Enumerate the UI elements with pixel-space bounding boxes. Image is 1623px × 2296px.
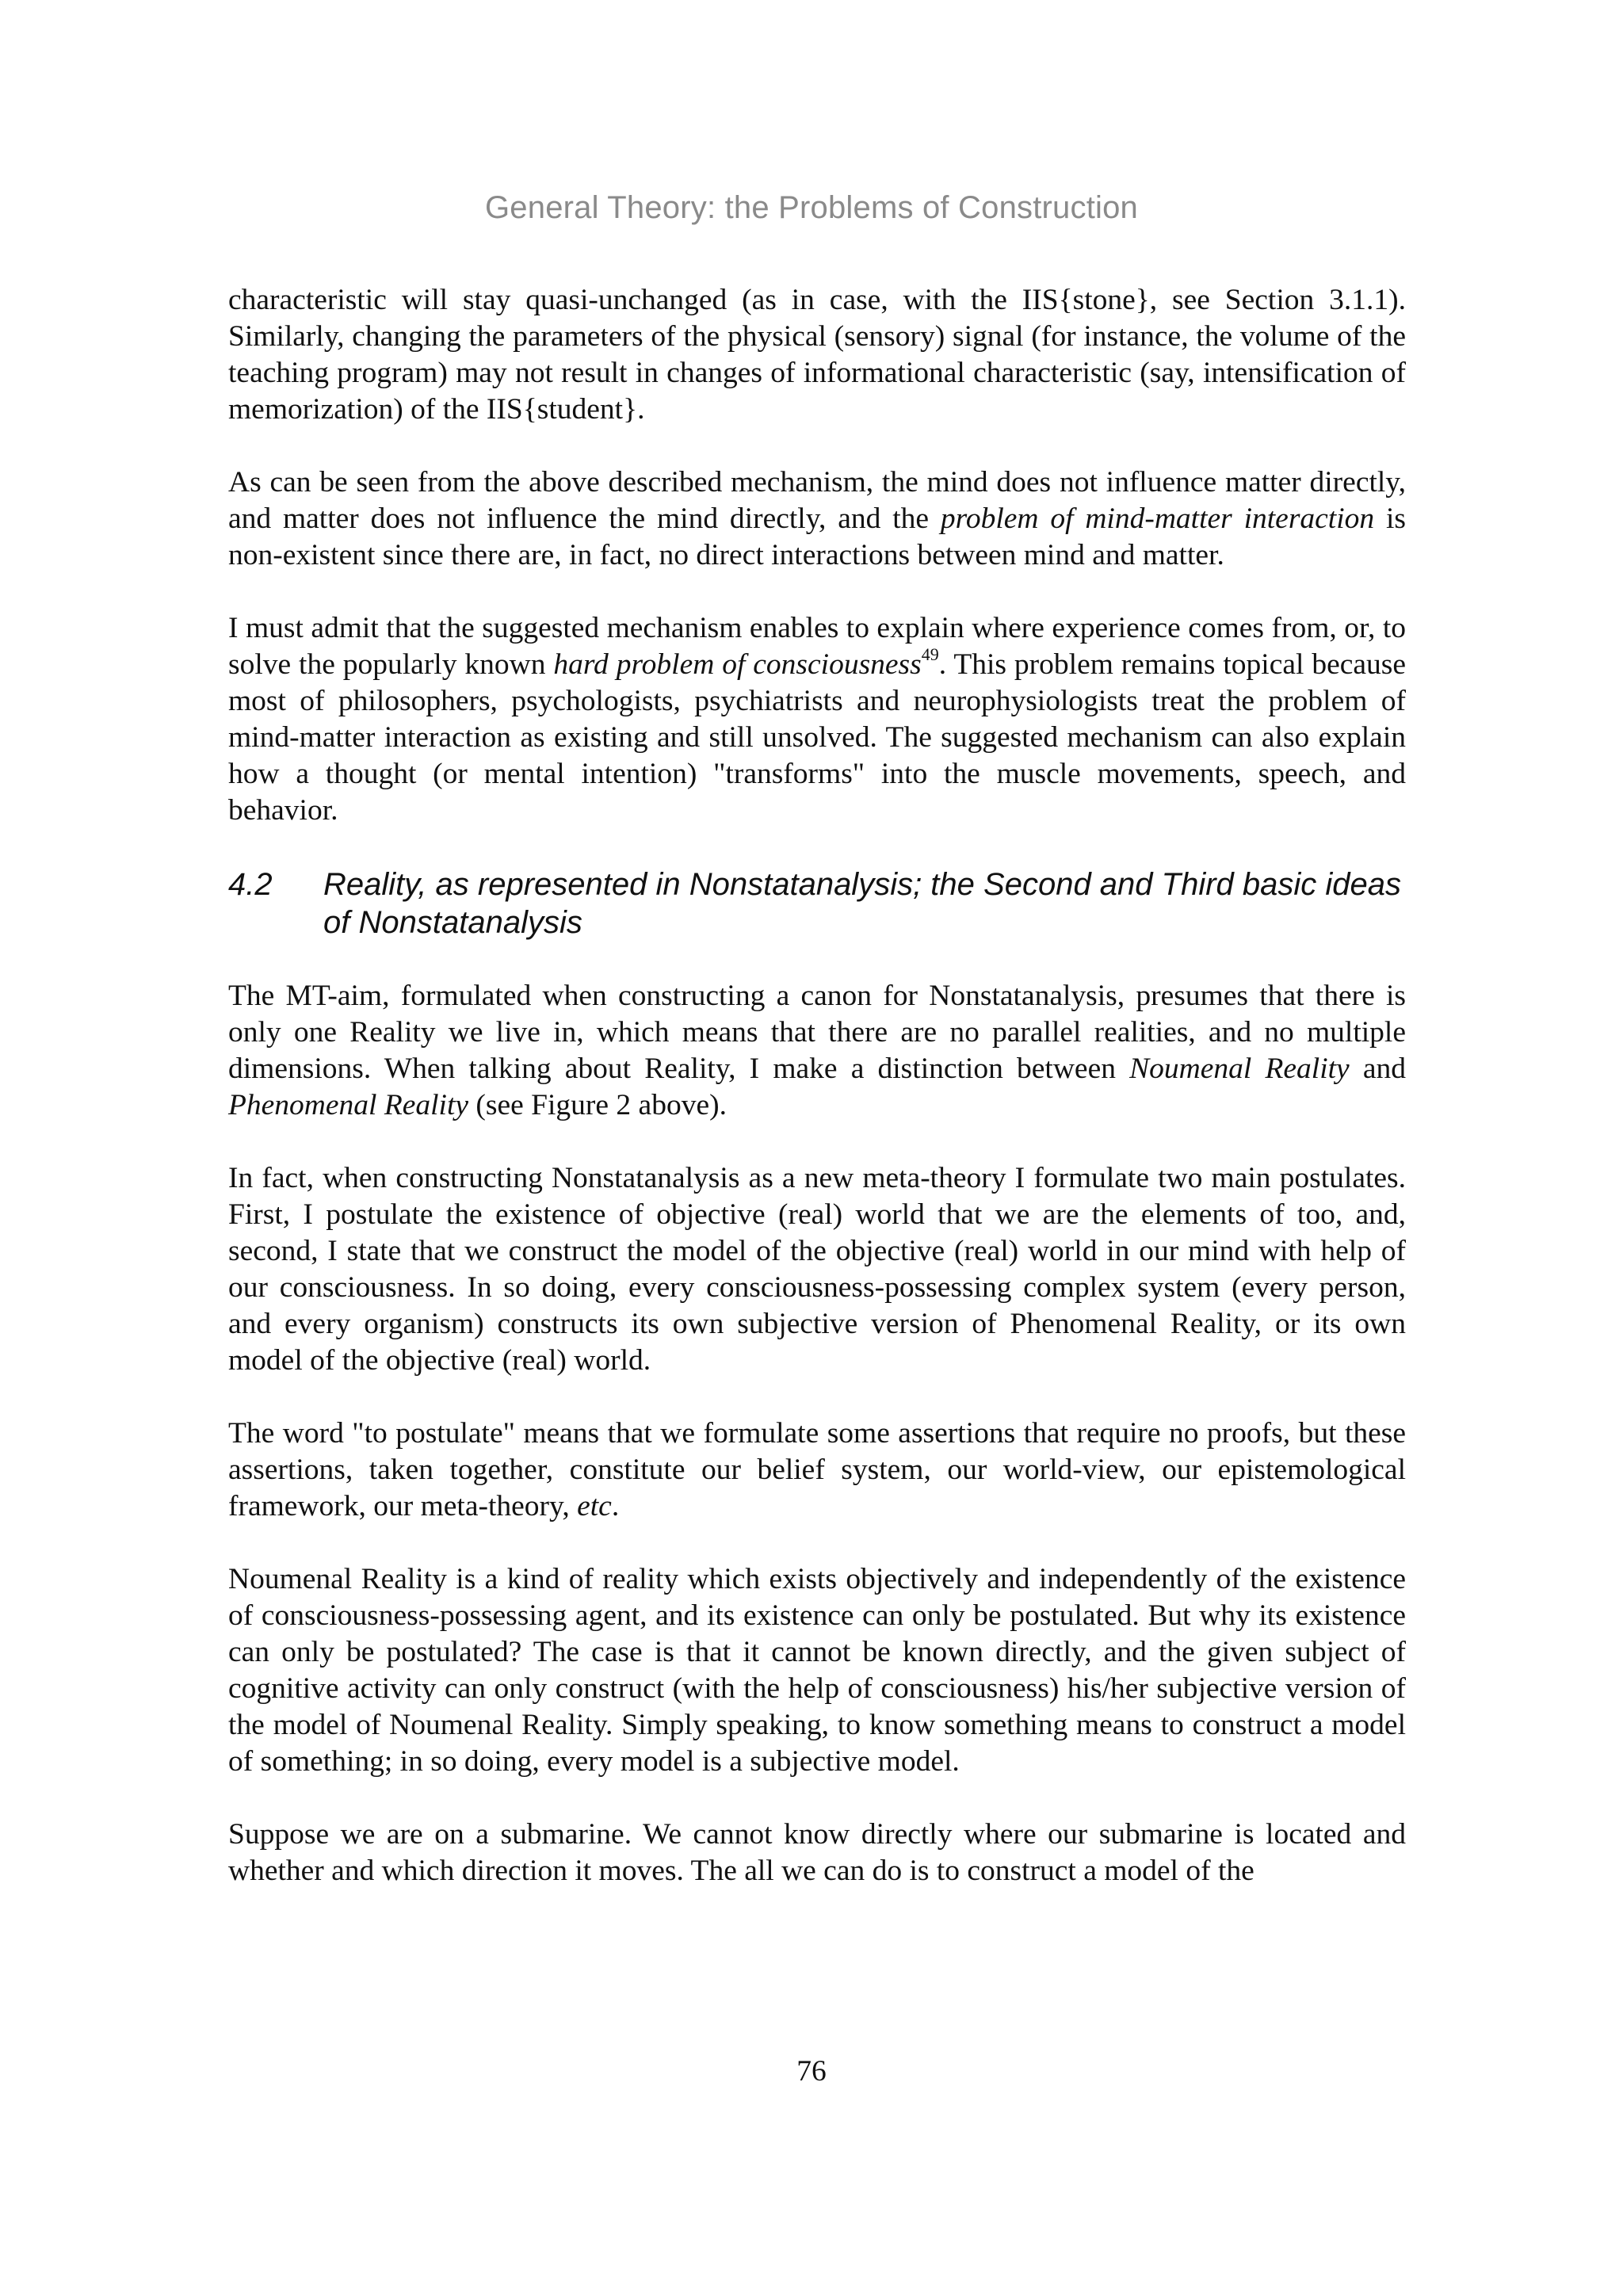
paragraph-1: characteristic will stay quasi-unchanged (as in case, with the IIS{stone}, see Section 3.1.1). Similarly, changing the parameters of the physical (sensory) signal (for instance, the volume of the teaching program) may not result in changes of informational characteristic (say, intensification of memorization) of the IIS{student}. (228, 284, 1406, 426)
paragraph-4-text-start: The MT-aim, formulated when constructing a canon for Nonstatanalysis, presumes that there is only one Reality we live in, which means that there are no parallel realities, and no multiple dimensions. When talking about Reality, I make a distinction between (228, 980, 1406, 1085)
running-header: General Theory: the Problems of Construction (484, 190, 1138, 225)
paragraph-5: In fact, when constructing Nonstatanalysis as a new meta-theory I formulate two main postulates. First, I postulate the existence of objective (real) world that we are the elements of too, and, second, I state that we construct the model of the objective (real) world in our mind with help of our consciousness. In so doing, every consciousness-possessing complex system (every person, and every organism) constructs its own subjective version of Phenomenal Reality, or its own model of the objective (real) world. (228, 1162, 1406, 1377)
paragraph-4 (228, 978, 1406, 1124)
section-heading (228, 865, 1406, 942)
paragraph-4-text-middle: and (1349, 1052, 1407, 1085)
paragraph-4-emphasis-noumenal: Noumenal Reality (1129, 1052, 1350, 1085)
paragraph-3-text-start: I must admit that the suggested mechanism enables to explain where experience comes from, or, to solve the popularly known (228, 612, 1406, 681)
paragraph-2-text-end: is non-existent since there are, in fact, no direct interactions between mind and matter. (228, 502, 1407, 571)
paragraph-6-text-end: . (611, 1490, 620, 1522)
paragraph-3-text-end: . This problem remains topical because most of philosophers, psychologists, psychiatrists and neurophysiologists treat the problem of mind-matter interaction as existing and still unsolved. The suggested mechanism can also explain how a thought (or mental intention) "transforms" into the muscle movements, speech, and behavior. (228, 648, 1406, 827)
paragraph-4-emphasis-phenomenal: Phenomenal Reality (228, 1089, 469, 1121)
page-body (228, 282, 1406, 1926)
section-number: 4.2 (228, 867, 273, 902)
paragraph-6 (228, 1415, 1406, 1525)
paragraph-6-text-start: The word "to postulate" means that we formulate some assertions that require no proofs, but these assertions, taken together, constitute our belief system, our world-view, our epistemological framework, our meta-theory, (228, 1417, 1406, 1522)
paragraph-7: Noumenal Reality is a kind of reality which exists objectively and independently of the existence of consciousness-possessing agent, and its existence can only be postulated. But why its existence can only be postulated? The case is that it cannot be known directly, and the given subject of cognitive activity can only construct (with the help of consciousness) his/her subjective version of the model of Noumenal Reality. Simply speaking, to know something means to construct a model of something; in so doing, every model is a subjective model. (228, 1563, 1406, 1778)
paragraph-4-text-end: (see Figure 2 above). (468, 1089, 727, 1121)
paragraph-6-emphasis: etc (577, 1490, 612, 1522)
paragraph-8: Suppose we are on a submarine. We cannot know directly where our submarine is located and whether and which direction it moves. The all we can do is to construct a model of the (228, 1818, 1406, 1887)
section-title: Reality, as represented in Nonstatanalysis; the Second and Third basic ideas of Nonstatanalysis (323, 867, 1402, 940)
paragraph-3 (228, 610, 1406, 829)
page-number: 76 (796, 2055, 827, 2088)
paragraph-2 (228, 464, 1406, 574)
footnote-marker: 49 (921, 644, 939, 664)
paragraph-2-emphasis: problem of mind-matter interaction (940, 502, 1375, 535)
paragraph-2-text-start: As can be seen from the above described mechanism, the mind does not influence matter directly, and matter does not influence the mind directly, and the (228, 466, 1406, 535)
paragraph-3-emphasis: hard problem of consciousness (553, 648, 922, 681)
